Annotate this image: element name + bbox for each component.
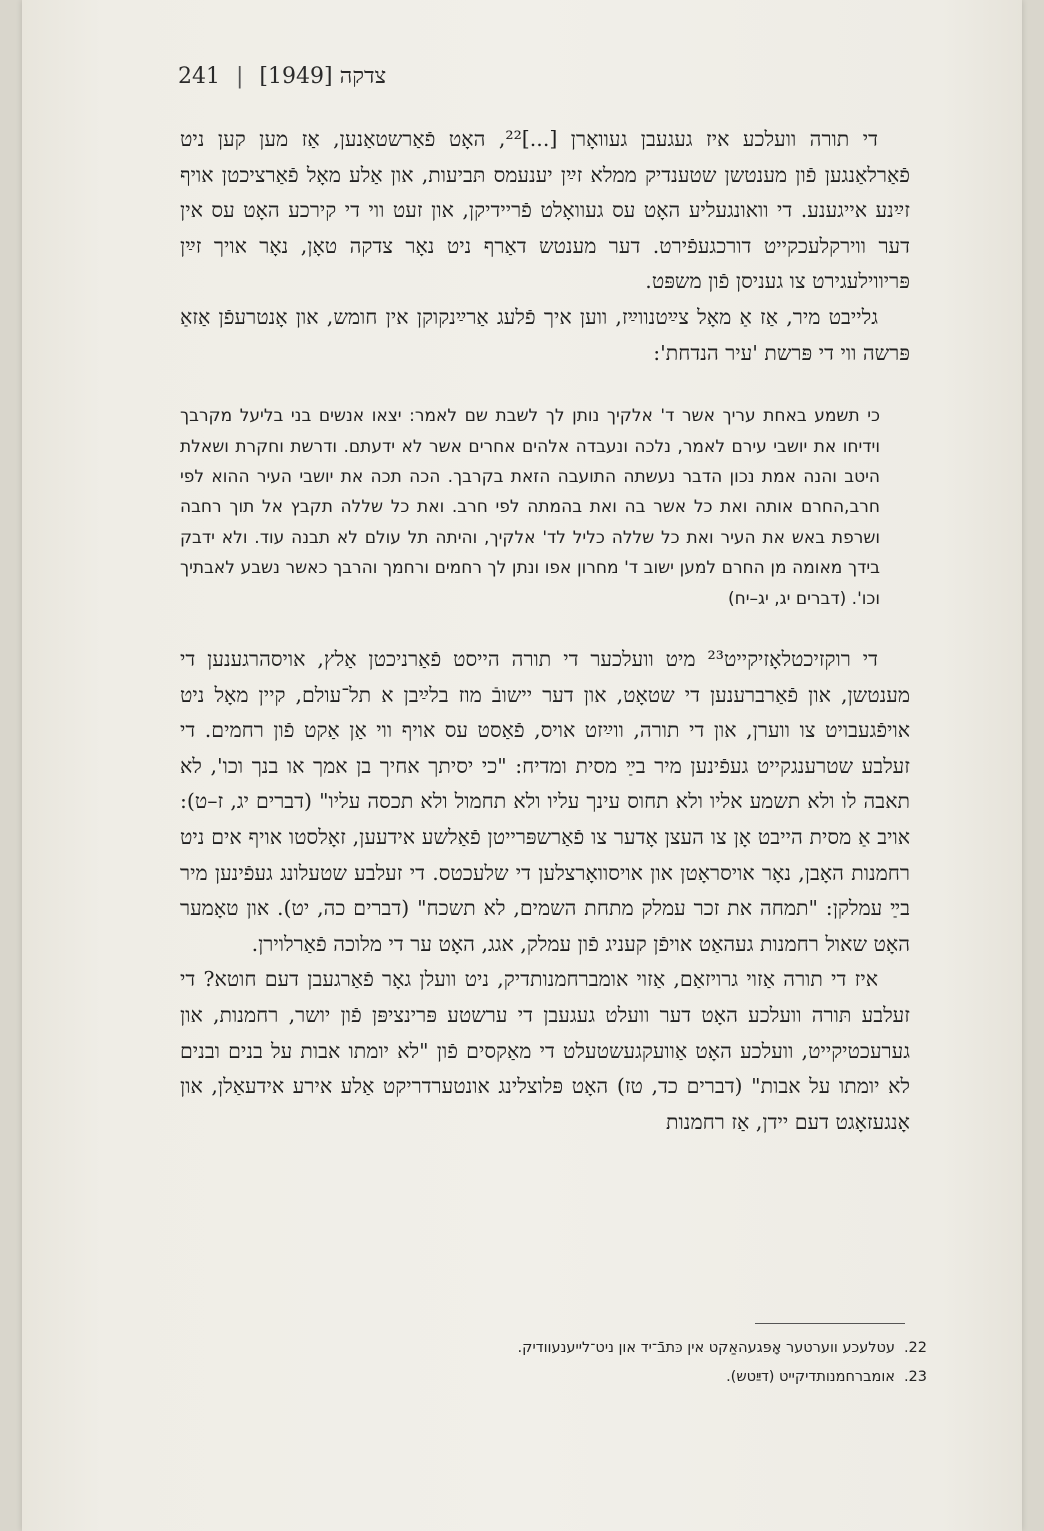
footnote-text: אומברחמנותדיקייט (דײַטש). — [726, 1369, 895, 1385]
page-number: 241 — [178, 63, 220, 89]
running-header — [178, 58, 906, 94]
block-quote: כי תשמע באחת עריך אשר ד' אלקיך נותן לך לשבת שם לאמר: יצאו אנשים בני בליעל מקרבך וידיחו את יושבי עירם לאמר, נלכה ונעבדה אלהים אחרים אשר לא ידעתם. ודרשת וחקרת ושאלת היטב והנה אמת נכון הדבר נעשתה התועבה הזאת בקרבך. הכה תכה את יושבי העיר ההוא לפי חרב,החרם אותה ואת כל אשר בה ואת בהמתה לפי חרב. ואת כל שללה תקבץ אל תוך רחבה ושרפת באש את העיר ואת כל שללה כליל לד' אלקיך, והיתה תל עולם לא תבנה עוד. ולא ידבק בידך מאומה מן החרם למען ישוב ד' מחרון אפו ונתן לך רחמים ורחמך והרבך כאשר נשבע לאבתיך וכו'. (דברים יג, יג–יח) — [180, 406, 880, 609]
footnote-text: עטלעכע ווערטער אָפּגעהאַקט אין כּתבֿ־יד און ניט־לייענעוודיק. — [517, 1340, 895, 1356]
footnote-23 — [402, 1363, 927, 1392]
header-separator: | — [236, 63, 244, 89]
footnote-number: 23. — [903, 1369, 927, 1385]
running-title: [1949] צדקה — [259, 64, 387, 89]
footnote-divider — [755, 1323, 905, 1324]
book-page — [22, 0, 1022, 1531]
footnotes — [402, 1334, 927, 1392]
footnote-22 — [402, 1334, 927, 1363]
paragraph-3: די רוקזיכטלאָזיקייט²³ מיט וועלכער די תורה הייסט פֿאַרניכטן אַלץ, אויסהרגענען די מענטשן, און פֿאַרברענען די שטאָט, און דער יישובֿ מוז בלײַבן א תל־עולם, קיין מאָל ניט אויפֿגעבויט צו ווערן, און די תורה, ווײַזט אויס, פֿאַסט עס אויף ווי אַן אַקט פֿון רחמים. די זעלבע שטרענגקייט געפֿינען מיר בײַ מסית ומדיח: "כי יסיתך אחיך בן אמך או בנך וכו', לא תאבה לו ולא תשמע אליו ולא תחוס עינך עליו ולא תחמול ולא תכסה עליו" (דברים יג, ז–ט): אויב אַ מסית הייבט אָן צו העצן אָדער צו פֿאַרשפּרייטן פֿאַלשע אידעען, זאָלסטו אויף אים ניט רחמנות האָבן, נאָר אויסראָטן און אויסוואָרצלען די שלעכטס. די זעלבע שטעלונג געפֿינען מיר בײַ עמלקן: "תמחה את זכר עמלק מתחת השמים, לא תשכח" (דברים כה, יט). און טאָמער האָט שאול רחמנות געהאַט אויפֿן קעניג פֿון עמלק, אגג, האָט ער די מלוכה פֿאַרלוירן. — [180, 647, 910, 956]
main-text — [180, 122, 910, 1140]
paragraph-1: די תורה וועלכע איז געגעבן געוואָרן [...]²², האָט פֿאַרשטאַנען, אַז מען קען ניט פֿאַרלאַנגען פֿון מענטשן שטענדיק ממלא זײַן יענעמס תּביעות, און אַלע מאָל פֿאַרציכטן אויף זײַנע אייגענע. די וואונגעליע האָט עס געוואָלט פֿריידיקן, און זעט ווי די קירכע האָט עס אין דער ווירקלעכקייט דורכגעפֿירט. דער מענטש דאַרף ניט נאָר צדקה טאָן, נאָר אויך זײַן פּריווילעגירט צו געניסן פֿון משפּט. — [180, 127, 910, 294]
paragraph-4: איז די תורה אַזוי גרויזאַם, אַזוי אומברחמנותדיק, ניט וועלן גאָר פֿאַרגעבן דעם חוטא? די זעלבע תּורה וועלכע האָט דער וועלט געגעבן די ערשטע פּרינציפּן פֿון יושר, רחמנות, און גערעכטיקייט, וועלכע האָט אַוועקגעשטעלט די מאַקסים פֿון "לא יומתו אבות על בנים ובנים לא יומתו על אבות" (דברים כד, טז) האָט פּלוצלינג אונטערדריקט אַלע אירע אידעאַלן, און אָנגעזאָגט דעם יידן, אַז רחמנות — [180, 967, 910, 1134]
paragraph-2: גלייבט מיר, אַז אַ מאָל צײַטנווײַז, ווען איך פֿלעג אַרײַנקוקן אין חומש, און אָנטרעפֿן אַזאַ פּרשה ווי די פּרשת 'עיר הנדחת': — [180, 304, 910, 365]
footnote-number: 22. — [903, 1340, 927, 1356]
